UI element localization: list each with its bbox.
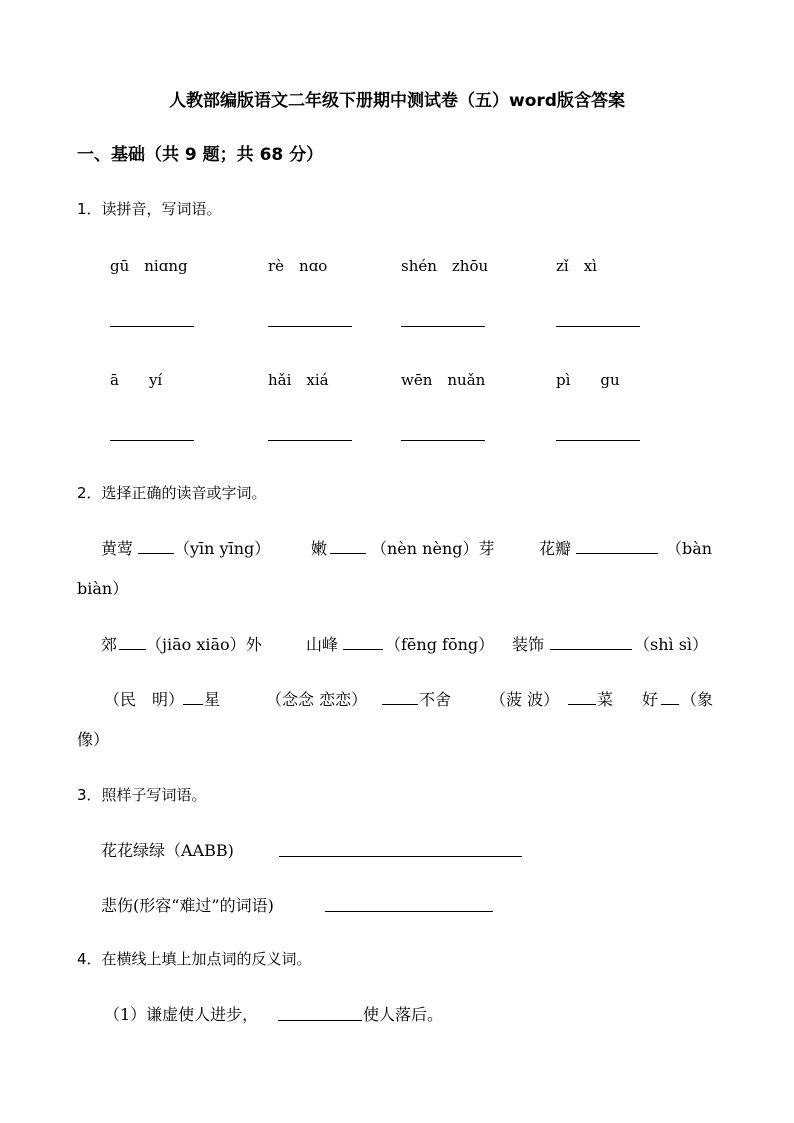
answer-blank[interactable] [556,440,640,441]
answer-blank[interactable] [279,856,522,857]
option: （菠 波） [490,690,560,709]
pinyin-item: pì gu [556,371,620,389]
word: 好 [642,690,659,709]
question-1-label: 1．读拼音，写词语。 [77,200,222,218]
option: （fēng fōng） [385,635,495,654]
word: 郊 [101,635,118,654]
section-heading: 一、基础（共 9 题；共 68 分） [77,145,324,165]
option: （bàn [666,539,713,558]
q4-item-1-end: 使人落后。 [363,1005,444,1024]
answer-blank[interactable] [110,326,194,327]
answer-blank[interactable] [550,649,632,650]
q4-item-1-start: （1）谦虚使人进步， [104,1005,259,1024]
q2-row-1-continued: biàn） [77,579,129,598]
answer-blank[interactable] [138,553,174,554]
example-aabb: 花花绿绿（AABB) [101,841,234,860]
answer-blank[interactable] [268,440,352,441]
word: 不舍 [419,690,452,709]
answer-blank[interactable] [556,326,640,327]
question-3-label: 3．照样子写词语。 [77,786,207,804]
answer-blank[interactable] [110,440,194,441]
pinyin-item: ā yí [110,371,163,389]
answer-blank[interactable] [401,440,485,441]
pinyin-item: wēn nuǎn [401,371,486,389]
answer-blank[interactable] [278,1020,362,1021]
answer-blank[interactable] [183,704,203,705]
option: （象 [681,690,714,709]
word: 菜 [597,690,614,709]
question-4-label: 4．在横线上填上加点词的反义词。 [77,950,312,968]
option: （民 明） [104,690,185,709]
pinyin-item: zǐ xì [556,257,597,275]
answer-blank[interactable] [119,649,146,650]
word: 山峰 [306,635,339,654]
word: 装饰 [512,635,545,654]
answer-blank[interactable] [661,704,679,705]
answer-blank[interactable] [568,704,596,705]
pinyin-item: rè nɑo [268,257,328,275]
pinyin-item: gū niɑng [110,257,188,275]
answer-blank[interactable] [401,326,485,327]
pinyin-item: hǎi xiá [268,371,329,389]
answer-blank[interactable] [382,704,418,705]
example-synonym: 悲伤(形容“难过”的词语) [101,896,274,915]
word: 星 [204,690,221,709]
option: （念念 恋恋） [266,690,368,709]
answer-blank[interactable] [576,553,658,554]
answer-blank[interactable] [330,553,366,554]
option: （nèn nèng）芽 [371,539,495,558]
option: （yīn yīng） [174,539,271,558]
option: （jiāo xiāo）外 [146,635,262,654]
option: （shì sì） [634,635,709,654]
answer-blank[interactable] [343,649,383,650]
page-title: 人教部编版语文二年级下册期中测试卷（五）word版含答案 [169,91,625,111]
pinyin-item: shén zhōu [401,257,489,275]
q2-row-3-continued: 像） [77,730,110,749]
answer-blank[interactable] [268,326,352,327]
word: 黄莺 [101,539,134,558]
answer-blank[interactable] [325,911,493,912]
word: 嫩 [311,539,328,558]
word: 花瓣 [539,539,572,558]
question-2-label: 2．选择正确的读音或字词。 [77,484,267,502]
